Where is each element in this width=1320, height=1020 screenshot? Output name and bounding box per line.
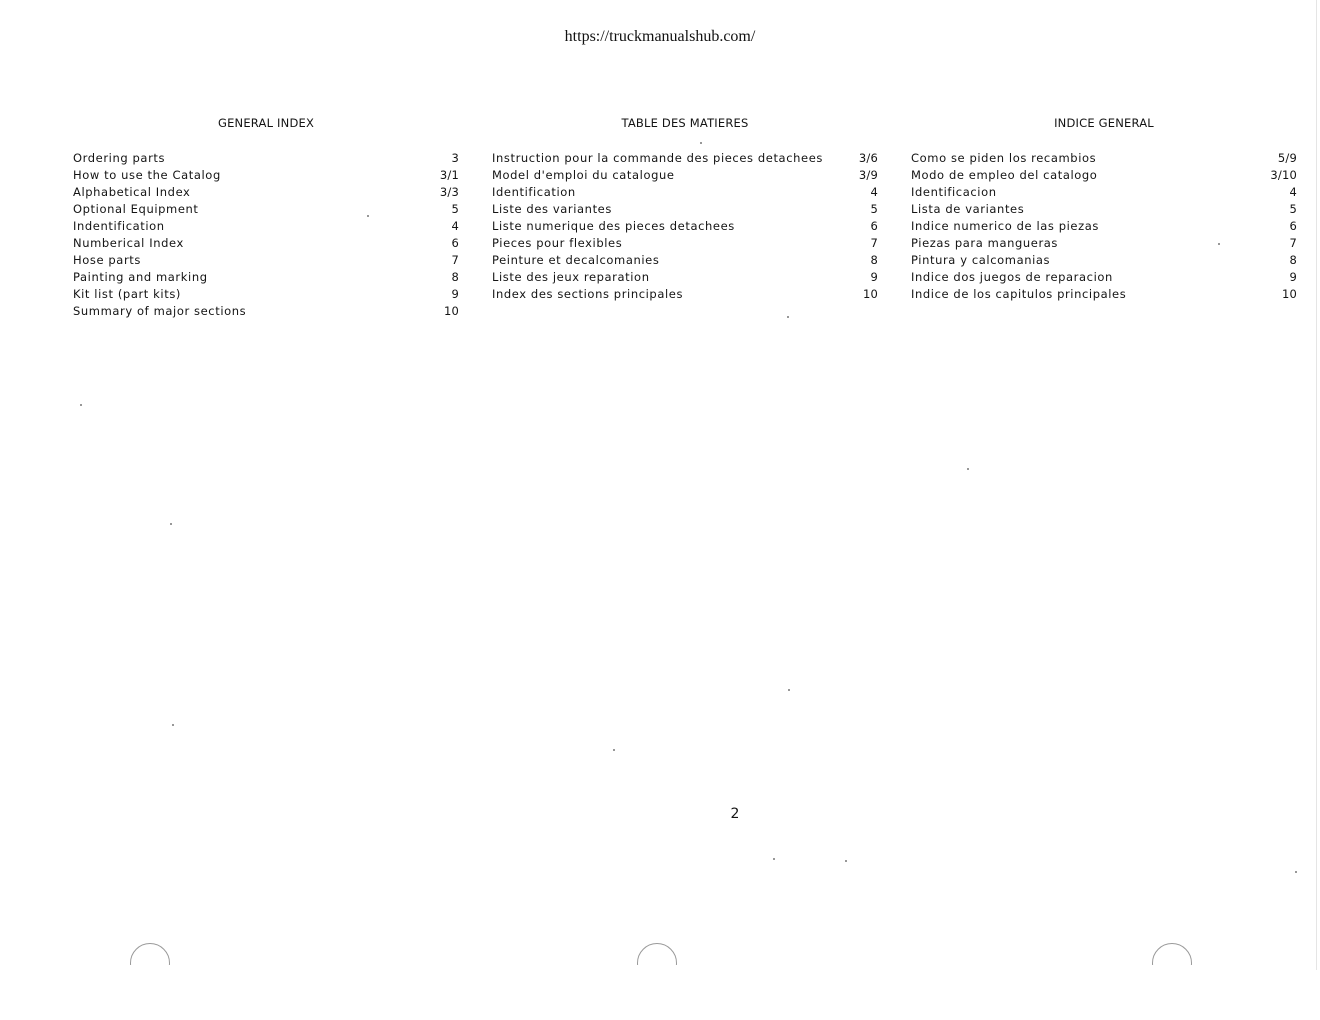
scan-speck xyxy=(773,858,775,860)
index-entry xyxy=(492,167,878,184)
index-entry xyxy=(73,252,459,269)
index-entry xyxy=(911,218,1297,235)
entry-label: Modo de empleo del catalogo xyxy=(911,168,1098,182)
scan-speck xyxy=(170,523,172,525)
index-entry xyxy=(492,286,878,303)
punch-hole xyxy=(130,943,170,983)
punch-hole xyxy=(637,943,677,983)
scan-speck xyxy=(845,860,847,862)
entry-page: 4 xyxy=(870,185,878,199)
entry-label: Index des sections principales xyxy=(492,287,684,301)
entry-page: 3/1 xyxy=(439,168,459,182)
entry-page: 10 xyxy=(862,287,878,301)
index-entry xyxy=(73,150,459,167)
index-entry xyxy=(911,286,1297,303)
entry-label: Optional Equipment xyxy=(73,202,199,216)
index-entry xyxy=(911,150,1297,167)
index-entry xyxy=(73,286,459,303)
scan-speck xyxy=(1295,871,1297,873)
index-column-french xyxy=(492,116,878,303)
index-entry xyxy=(911,201,1297,218)
entry-page: 10 xyxy=(1281,287,1297,301)
entry-page: 6 xyxy=(870,219,878,233)
entry-label: Liste des jeux reparation xyxy=(492,270,650,284)
source-url: https://truckmanualshub.com/ xyxy=(564,28,756,45)
scan-speck xyxy=(967,468,969,470)
index-entry xyxy=(492,218,878,235)
entry-page: 5/9 xyxy=(1277,151,1297,165)
entry-page: 3/6 xyxy=(858,151,878,165)
entry-label: How to use the Catalog xyxy=(73,168,221,182)
entry-label: Peinture et decalcomanies xyxy=(492,253,660,267)
entry-page: 5 xyxy=(451,202,459,216)
entry-label: Indice numerico de las piezas xyxy=(911,219,1099,233)
entry-page: 4 xyxy=(451,219,459,233)
entry-label: Identificacion xyxy=(911,185,997,199)
index-entry xyxy=(911,269,1297,286)
index-entry xyxy=(492,184,878,201)
scan-speck xyxy=(172,724,174,726)
entry-page: 5 xyxy=(870,202,878,216)
index-entry xyxy=(911,252,1297,269)
scan-speck xyxy=(613,749,615,751)
entry-label: Hose parts xyxy=(73,253,141,267)
entry-page: 7 xyxy=(1289,236,1297,250)
entry-label: Indice de los capitulos principales xyxy=(911,287,1127,301)
column-title: GENERAL INDEX xyxy=(217,116,315,130)
index-column-spanish xyxy=(911,116,1297,303)
index-entry xyxy=(73,218,459,235)
entry-page: 7 xyxy=(451,253,459,267)
entry-label: Lista de variantes xyxy=(911,202,1025,216)
punch-hole xyxy=(1152,943,1192,983)
index-column-english xyxy=(73,116,459,320)
entry-page: 3/3 xyxy=(439,185,459,199)
entry-page: 10 xyxy=(443,304,459,318)
entry-page: 8 xyxy=(451,270,459,284)
index-entry xyxy=(73,303,459,320)
entry-page: 9 xyxy=(870,270,878,284)
entry-label: Liste numerique des pieces detachees xyxy=(492,219,735,233)
entry-label: Liste des variantes xyxy=(492,202,612,216)
index-entry xyxy=(911,167,1297,184)
entry-label: Ordering parts xyxy=(73,151,166,165)
entry-label: Summary of major sections xyxy=(73,304,247,318)
entry-label: Pintura y calcomanias xyxy=(911,253,1051,267)
entry-page: 7 xyxy=(870,236,878,250)
index-entry xyxy=(911,235,1297,252)
index-entry xyxy=(492,235,878,252)
index-entry xyxy=(73,269,459,286)
index-entry xyxy=(492,252,878,269)
entry-page: 5 xyxy=(1289,202,1297,216)
index-entry xyxy=(492,201,878,218)
scan-speck xyxy=(700,142,702,144)
entry-page: 8 xyxy=(1289,253,1297,267)
page-number: 2 xyxy=(730,806,740,822)
entry-page: 9 xyxy=(451,287,459,301)
index-entry xyxy=(73,167,459,184)
column-title: INDICE GENERAL xyxy=(1054,116,1154,130)
entry-label: Piezas para mangueras xyxy=(911,236,1059,250)
entry-label: Indice dos juegos de reparacion xyxy=(911,270,1113,284)
scan-speck xyxy=(367,215,369,217)
entry-label: Pieces pour flexibles xyxy=(492,236,623,250)
index-entry xyxy=(73,235,459,252)
index-entry xyxy=(73,184,459,201)
index-entry xyxy=(492,269,878,286)
entry-page: 4 xyxy=(1289,185,1297,199)
entry-page: 8 xyxy=(870,253,878,267)
entry-label: Instruction pour la commande des pieces detachees xyxy=(492,151,823,165)
entry-label: Identification xyxy=(492,185,576,199)
scan-speck xyxy=(788,689,790,691)
entry-label: Numberical Index xyxy=(73,236,184,250)
entry-page: 3/10 xyxy=(1270,168,1297,182)
entry-label: Model d'emploi du catalogue xyxy=(492,168,675,182)
entry-label: Kit list (part kits) xyxy=(73,287,182,301)
index-entry xyxy=(911,184,1297,201)
index-entry xyxy=(492,150,878,167)
entry-page: 6 xyxy=(451,236,459,250)
entry-label: Painting and marking xyxy=(73,270,208,284)
scan-speck xyxy=(80,404,82,406)
entry-label: Como se piden los recambios xyxy=(911,151,1097,165)
entry-label: Indentification xyxy=(73,219,165,233)
entry-page: 3 xyxy=(451,151,459,165)
index-entry xyxy=(73,201,459,218)
scan-speck xyxy=(787,316,789,318)
entry-page: 3/9 xyxy=(858,168,878,182)
scan-speck xyxy=(1218,243,1220,245)
page-edge xyxy=(1316,0,1317,970)
entry-label: Alphabetical Index xyxy=(73,185,191,199)
column-title: TABLE DES MATIERES xyxy=(621,116,749,130)
entry-page: 6 xyxy=(1289,219,1297,233)
entry-page: 9 xyxy=(1289,270,1297,284)
